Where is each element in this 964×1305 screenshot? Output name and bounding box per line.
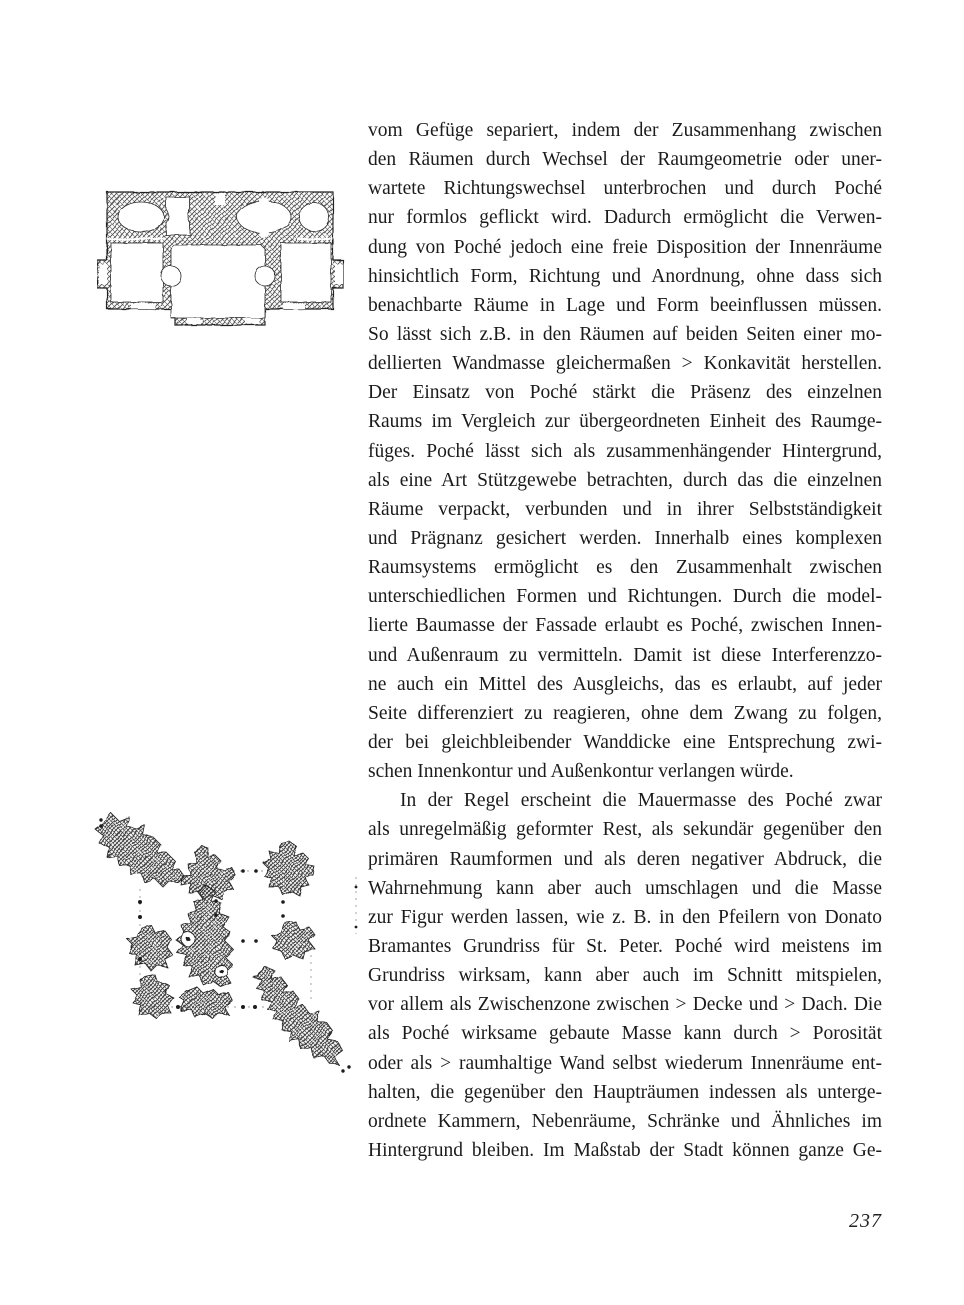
text-line: wartete Richtungswechsel unterbrochen und durch Poché: [368, 178, 882, 200]
text-line: Raumsystems ermöglicht es den Zusammenhalt zwischen: [368, 557, 882, 579]
text-line: hinsichtlich Form, Richtung und Anordnung, ohne dass sich: [368, 265, 882, 287]
text-line: schen Innenkontur und Außenkontur verlangen würde.: [368, 761, 794, 783]
text-line: als unregelmäßig geformter Rest, als sekundär gegenüber den: [368, 819, 882, 841]
text-line: zur Figur werden lassen, wie z. B. in den Pfeilern von Donato: [368, 906, 882, 928]
text-line: Räume verpackt, verbunden und in ihrer Selbstständigkeit: [368, 498, 882, 520]
text-line: So lässt sich z.B. in den Räumen auf beiden Seiten einer mo-: [368, 323, 882, 345]
text-line: dellierten Wandmasse gleichermaßen > Konkavität herstellen.: [368, 353, 882, 375]
text-line: Seite differenziert zu reagieren, ohne dem Zwang zu folgen,: [368, 702, 882, 724]
text-line: Wahrnehmung kann aber auch umschlagen und die Masse: [368, 877, 882, 899]
figure-bottom-floor-plan: [93, 799, 368, 1079]
text-line: primären Raumformen und als deren negativer Abdruck, die: [368, 848, 882, 870]
poche-mass-sketch-drawing: [93, 799, 368, 1079]
text-line: Grundriss wirksam, kann aber auch im Schnitt mitspielen,: [368, 965, 882, 987]
text-line: ordnete Kammern, Nebenräume, Schränke und Ähnliches im: [368, 1110, 882, 1132]
text-line: benachbarte Räume in Lage und Form beeinflussen müssen.: [368, 294, 882, 316]
text-line: Bramantes Grundriss für St. Peter. Poché wird meistens im: [368, 935, 882, 957]
text-line: der bei gleichbleibender Wanddicke eine Entsprechung zwi-: [368, 731, 882, 753]
text-line: lierte Baumasse der Fassade erlaubt es Poché, zwischen Innen-: [368, 615, 882, 637]
text-line: und Prägnanz gesichert werden. Innerhalb eines komplexen: [368, 527, 882, 549]
text-line: dung von Poché jedoch eine freie Disposition der Innenräume: [368, 236, 882, 258]
text-line: Hintergrund bleiben. Im Maßstab der Stadt können ganze Ge-: [368, 1139, 882, 1161]
body-text: [368, 116, 882, 1165]
text-line: In der Regel erscheint die Mauermasse des Poché zwar: [400, 790, 882, 812]
text-line: halten, die gegenüber den Haupträumen indessen als unterge-: [368, 1081, 882, 1103]
text-line: als Poché wirksame gebaute Masse kann durch > Porosität: [368, 1023, 882, 1045]
baroque-plan-drawing: [97, 189, 345, 332]
text-line: nur formlos geflickt wird. Dadurch ermöglicht die Verwen-: [368, 207, 882, 229]
text-line: unterschiedlichen Formen und Richtungen. Durch die model-: [368, 586, 882, 608]
text-line: füges. Poché lässt sich als zusammenhängender Hintergrund,: [368, 440, 882, 462]
text-line: oder als > raumhaltige Wand selbst wiederum Innenräume ent-: [368, 1052, 882, 1074]
text-line: und Außenraum zu vermitteln. Damit ist diese Interferenzzo-: [368, 644, 882, 666]
figure-top-floor-plan: [97, 189, 345, 332]
text-line: Raums im Vergleich zur übergeordneten Einheit des Raumge-: [368, 411, 882, 433]
text-line: den Räumen durch Wechsel der Raumgeometrie oder uner-: [368, 149, 882, 171]
text-line: vom Gefüge separiert, indem der Zusammenhang zwischen: [368, 120, 882, 141]
text-line: vor allem als Zwischenzone zwischen > Decke und > Dach. Die: [368, 994, 882, 1016]
text-line: Der Einsatz von Poché stärkt die Präsenz des einzelnen: [368, 382, 882, 404]
page-number: 237: [849, 1210, 882, 1232]
text-line: als eine Art Stützgewebe betrachten, durch das die einzelnen: [368, 469, 882, 491]
text-line: ne auch ein Mittel des Ausgleichs, das es erlaubt, auf jeder: [368, 673, 882, 695]
